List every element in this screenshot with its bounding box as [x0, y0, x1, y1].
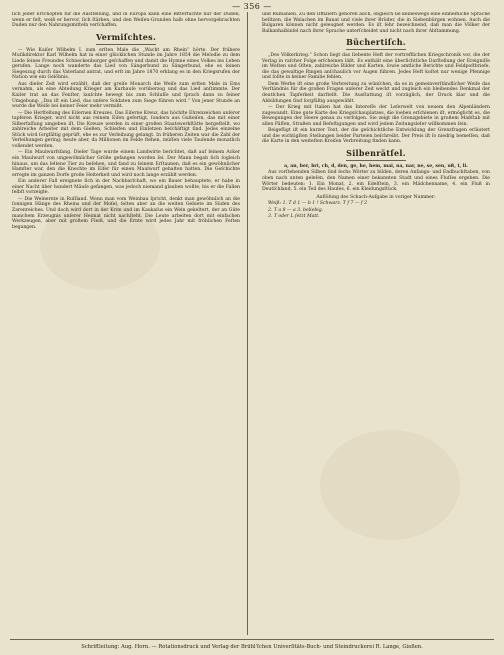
- review-paragraph: Beigefügt iſt ein kurzer Text, der die geſchichtliche Entwicklung der Grenzfragen erläutert und die wichtigſten Stellungen beider Parteien beſchreibt. Der Preis iſt ſo niedrig bemeſſen, daß die Karte in den weiteſten Kreiſen Verbreitung finden kann.: [262, 128, 490, 145]
- article-paragraph: — Ein Maulwurfsfang. Dieſer Tage wurde einem Landwirte berichtet, daß auf ſeinem Acker ein Maulwurf von ungewöhnlicher Größe gefangen worden ſei. Der Mann begab ſich ſogleich hinaus, um das ſeltene Tier zu beſehen, und fand zu ſeinem Erſtaunen, daß es ein gewöhnlicher Hamſter war, den die Knechte im Eifer für einen Maulwurf gehalten hatten. Die Geſchichte erregte im ganzen Dorfe große Heiterkeit und wird noch lange erzählt werden.: [12, 150, 240, 178]
- right-intro: und Rumänien. Zu den Offiziern gehören auch, obgleich ſie keineswegs eine einheitliche Sprache beſitzen, die Walachen im Banat und viele ihrer Brüder, die in Siebenbürgen wohnen. Auch die Bulgaren können nicht geleugnet werden. Es iſt ſehr bezeichnend, daß man die Völker der Balkanhalbinſel nach ihrer Sprache unterſcheidet und nicht nach ihrer Abſtammung.: [262, 12, 490, 34]
- page-number: — 356 —: [232, 2, 272, 11]
- article-paragraph: Ein anderer Fall ereignete ſich in der Nachbarſchaft, wo ein Bauer behauptete, er habe in einer Nacht über hundert Mäuſe gefangen, was jedoch niemand glauben wollte, bis er die Fallen ſelbſt vorzeigte.: [12, 179, 240, 196]
- riddle-paragraph: Aus vorſtehenden Silben ſind ſechs Wörter zu bilden, deren Anfangs- und Endbuchſtaben, von oben nach unten geleſen, den Namen einer bekannten Stadt und eines Fluſſes ergeben. Die Wörter bedeuten: 1. Ein Monat, 2. ein Edelſtein, 3. ein Mädchenname, 4. ein Fluß in Deutſchland, 5. ein Teil des Hauſes, 6. ein Kleidungsſtück.: [262, 170, 490, 193]
- article-paragraph: — Wie Kaiſer Wilhelm I. zum erſten Male die „Wacht am Rhein“ hörte. Der frühere Muſikdirektor Karl Wilhelm hat in einer glücklichen Stunde im Jahre 1854 die Melodie zu dem Liede ſeines Freundes Schneckenburger geſchaffen und damit die Hymne eines Volkes ins Leben gerufen. Lange noch wanderte das Lied von Sängerbund zu Sängerbund, ehe es ſeinen Siegeszug durch das Vaterland antrat, und erſt im Jahre 1870 erklang es in den Kriegsrufen der Nation wie ein Gelöbnis.: [12, 47, 240, 81]
- column-divider: [247, 12, 248, 635]
- solution-line: Weiß: 1. T d 1 — b 1 ! Schwarz. T f 7 — f 2: [268, 201, 367, 207]
- section-heading-silbenraetsel: Silbenrätſel.: [346, 147, 406, 158]
- article-paragraph: — Die Herſtellung des Eiſernen Kreuzes. Das Eiſerne Kreuz, das höchſte Ehrenzeichen unſerer tapferen Krieger, wird nicht aus reinem Eiſen gefertigt, ſondern aus Gußeiſen, das mit einer Silberfaſſung umgeben iſt. Die Kreuze werden in einer großen Staatswerkſtätte hergeſtellt, wo zahlreiche Arbeiter mit dem Gießen, Schleifen und Einſetzen beſchäftigt ſind. Jedes einzelne Stück wird ſorgfältig geprüft, ehe es zur Verleihung gelangt. In früheren Zeiten war die Zahl der Verleihungen gering; heute aber, da Millionen im Felde ſtehen, müſſen viele Tauſende monatlich vollendet werden.: [12, 110, 240, 149]
- imprint-footer: Schriftleitung: Aug. Horn. — Rotationsdruck und Verlag der Brühl'ſchen Univerſitäts-Buch- und Steindruckerei R. Lange, Gießen.: [81, 644, 423, 650]
- right-column: [262, 12, 490, 637]
- review-paragraph: Dem Werke iſt eine große Verbreitung zu wünſchen, da es in gemeinverſtändlicher Weiſe das Verſtändnis für die großen Fragen unſerer Zeit weckt und zugleich ein bleibendes Denkmal der deutſchen Tapferkeit darſtellt. Die Ausſtattung iſt vorzüglich, der Druck klar und die Abbildungen ſind ſorgfältig ausgewählt.: [262, 81, 490, 104]
- section-heading-vermischtes: Vermiſchtes.: [95, 31, 157, 42]
- heading-rule: [346, 160, 406, 161]
- heading-rule: [96, 44, 156, 45]
- article-paragraph: — Die Weinernte in Ruſſland. Wenn man vom Weinbau ſpricht, denkt man gewöhnlich an die ſonnigen Hänge des Rheins und der Moſel, ſelten aber an die weiten Gebiete im Süden des Zarenreiches. Und doch wird dort in der Krim und im Kaukaſus ein Wein gekeltert, der an Güte manchem Erzeugnis unſerer Heimat nicht nachſteht. Die Leute arbeiten dort mit einfachen Werkzeugen, aber mit großem Fleiß, und die Ernte wird jedes Jahr mit fröhlichen Feſten begangen.: [12, 196, 240, 230]
- review-paragraph: — Der Krieg mit Italien hat das Intereſſe der Leſerwelt von neuem den Alpenländern zugewandt. Eine gute Karte des Kriegsſchauplatzes, die ſoeben erſchienen iſt, ermöglicht es, die Bewegungen der Heere genau zu verfolgen. Sie zeigt die Grenzgebiete in großem Maßſtab mit allen Päſſen, Straßen und Befeſtigungen und wird jedem Zeitungsleſer willkommen ſein.: [262, 105, 490, 127]
- section-heading-buechertisch: Büchertiſch.: [346, 37, 406, 48]
- review-paragraph: „Des Völkerkrieg.“ Schon liegt das ſiebente Heft der vortrefflichen Kriegschronik vor, die der Verlag in raſcher Folge erſcheinen läßt. Es enthält eine überſichtliche Darſtellung der Ereigniſſe im Weſten und Oſten, zahlreiche Bilder und Karten, ſowie amtliche Berichte und Feldpoſtbriefe, die das gewaltige Ringen anſchaulich vor Augen führen. Jedes Heft koſtet nur wenige Pfennige und ſollte in keiner Familie fehlen.: [262, 53, 490, 81]
- article-paragraph: Aus dieſer Zeit wird erzählt, daß der greiſe Monarch die Weiſe zum erſten Male in Ems vernahm, als eine Abteilung Krieger am Kurhauſe vorüberzog und das Lied anſtimmte. Der Kaiſer trat an das Fenſter, lauſchte bewegt bis zum Schluſſe und ſprach dann zu ſeiner Umgebung: „Das iſt ein Lied, das unſere Soldaten zum Siege führen wird.“ Von jener Stunde an wurde die Weiſe bei keiner Feier mehr vermißt.: [12, 81, 240, 110]
- solution-line: 3. T oder L ſetzt Matt.: [268, 214, 320, 220]
- left-intro: ſich jeder Erſchöpfen für die Ausſtellung, und in Europa kann eine Bitterfuchte nur der Duden, wenn er feſt, weiß er hervor, ſich ſtärken, und den Weiſen-Grunden halb ohne bervorgebrachten Duden nur den Nahrungsmitteln verſchaffen.: [12, 12, 240, 29]
- riddle-syllables: a, an, ber, bri, ch, d, den, ge, he, hem, mai, na, nar, ne, se, sen, uß, t, li.: [284, 163, 468, 169]
- footer-rule: [10, 639, 494, 640]
- solution-heading: Auflöſung des Schach-Aufgabe in voriger Nummer:: [316, 194, 436, 200]
- left-column: [12, 12, 240, 637]
- heading-rule: [346, 49, 406, 50]
- solution-line: 2. T a 8 — a 3. beliebig.: [268, 207, 324, 213]
